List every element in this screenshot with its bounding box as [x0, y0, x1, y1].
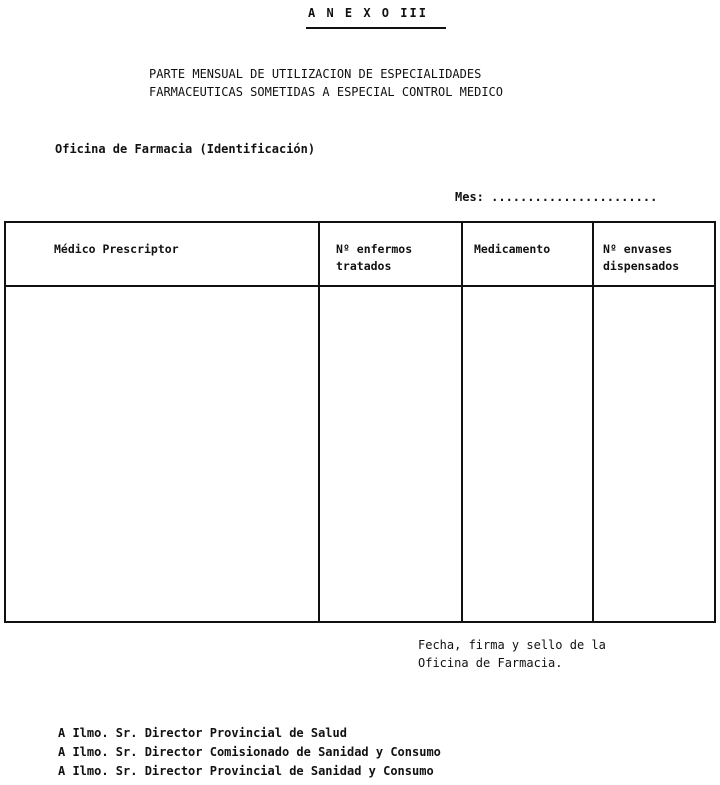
table-divider-3 [592, 223, 594, 621]
col-header-medico-text: Médico Prescriptor [54, 242, 179, 256]
col-header-enfermos-line1: Nº enfermos [336, 242, 413, 256]
col-header-envases-line2: dispensados [603, 259, 680, 273]
subtitle-line-1: PARTE MENSUAL DE UTILIZACION DE ESPECIALIDADES [149, 67, 482, 81]
page-title: A N E X O III [308, 6, 428, 20]
col-header-enfermos [336, 241, 412, 275]
title-underline [306, 27, 446, 29]
signature-note-line1: Fecha, firma y sello de la [418, 638, 606, 652]
col-header-medicamento-text: Medicamento [474, 242, 551, 256]
table-header-divider [6, 285, 714, 287]
col-header-medicamento [474, 241, 550, 258]
mes-field: Mes: ....................... [455, 190, 658, 204]
table-divider-2 [461, 223, 463, 621]
usage-table [4, 221, 716, 623]
col-header-enfermos-line2: tratados [336, 259, 392, 273]
col-header-envases [603, 241, 679, 275]
table-divider-1 [318, 223, 320, 621]
recipient-1: A Ilmo. Sr. Director Provincial de Salud [58, 726, 347, 740]
signature-note [418, 636, 606, 672]
oficina-label: Oficina de Farmacia (Identificación) [55, 142, 316, 156]
recipient-3: A Ilmo. Sr. Director Provincial de Sanidad y Consumo [58, 764, 434, 778]
subtitle-line-2: FARMACEUTICAS SOMETIDAS A ESPECIAL CONTROL MEDICO [149, 85, 504, 99]
col-header-envases-line1: Nº envases [603, 242, 673, 256]
recipient-2: A Ilmo. Sr. Director Comisionado de Sanidad y Consumo [58, 745, 441, 759]
signature-note-line2: Oficina de Farmacia. [418, 656, 563, 670]
col-header-medico [54, 241, 179, 258]
